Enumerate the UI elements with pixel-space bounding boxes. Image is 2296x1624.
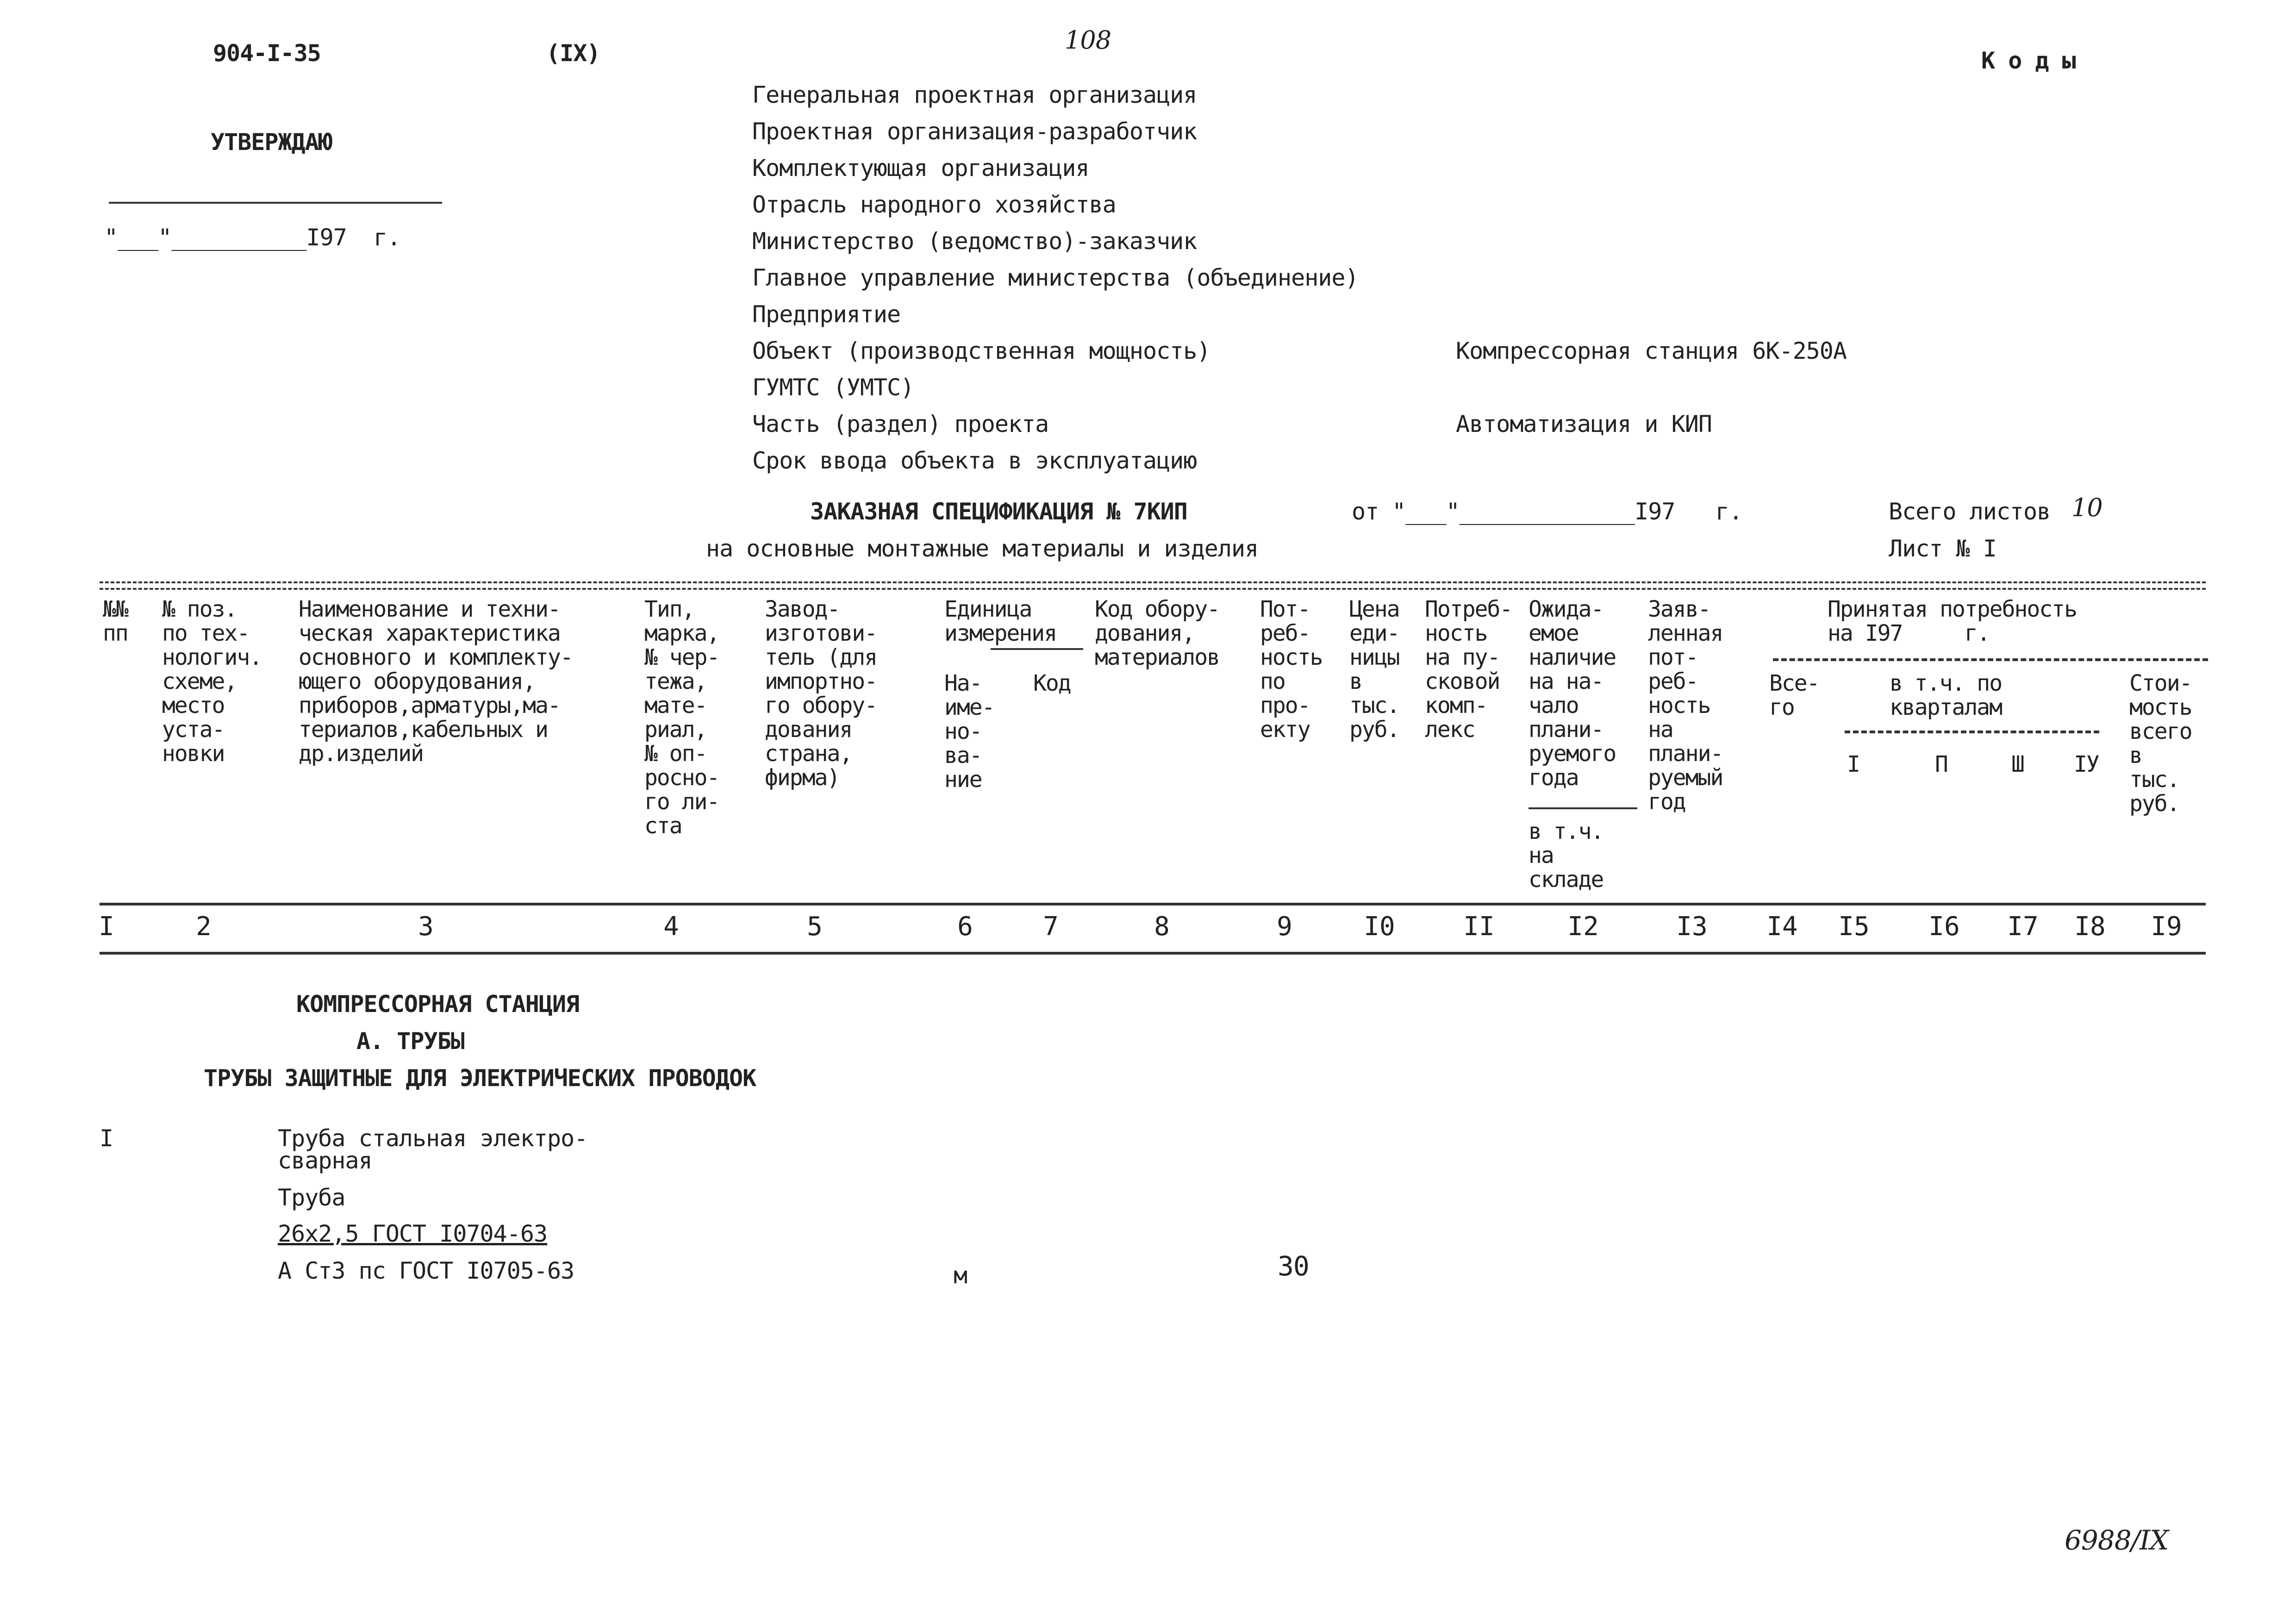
column-number: I7 <box>2007 912 2039 942</box>
header-unit-group: Единица измерения <box>944 596 1057 646</box>
org-field-label: Комплектующая организация <box>752 155 1089 181</box>
column-number: 6 <box>957 912 973 942</box>
org-field-label: Объект (производственная мощность) <box>752 337 1210 364</box>
archive-stamp: 6988/IX <box>2065 1524 2169 1556</box>
header-col-11: Потреб- ность на пу- сковой комп- лекс <box>1425 596 1512 743</box>
item-name: сварная <box>278 1147 372 1174</box>
org-field-label: ГУМТС (УМТС) <box>752 374 914 401</box>
group-heading: ТРУБЫ ЗАЩИТНЫЕ ДЛЯ ЭЛЕКТРИЧЕСКИХ ПРОВОДОК <box>204 1065 756 1092</box>
spec-date: от "___"_____________I97 г. <box>1352 498 1742 525</box>
header-quarters-group: в т.ч. по кварталам <box>1890 670 2002 720</box>
sheets-total-label: Всего листов <box>1889 498 2051 525</box>
codes-label: К о д ы <box>1981 47 2076 74</box>
header-col-4: Тип, марка, № чер- тежа, мате- риал, № оп- росно- го ли- ста <box>644 596 719 839</box>
header-quarter-1: I <box>1847 751 1859 777</box>
unit-group-divider <box>991 648 1083 650</box>
spec-subtitle: на основные монтажные материалы и изделия <box>706 535 1259 562</box>
header-col-2: № поз. по тех- нологич. схеме, место уста- новки <box>162 596 262 767</box>
section-heading: КОМПРЕССОРНАЯ СТАНЦИЯ <box>296 991 580 1018</box>
header-col-9: Пот- реб- ность по про- екту <box>1260 596 1323 743</box>
row-number: I <box>100 1125 113 1152</box>
volume-number: (IX) <box>546 40 600 67</box>
column-number: 7 <box>1043 912 1059 942</box>
accepted-group-divider <box>1773 658 2208 661</box>
column-number: 5 <box>807 912 823 942</box>
column-number: I9 <box>2151 912 2182 942</box>
header-col-8: Код обору- дования, материалов <box>1095 596 1219 670</box>
document-code: 904-I-35 <box>213 40 321 67</box>
org-field-label: Часть (раздел) проекта <box>752 411 1049 437</box>
item-name: Труба стальная электро- <box>278 1125 588 1152</box>
column-number: I3 <box>1676 912 1708 942</box>
handwritten-page-number: 108 <box>1065 25 1111 55</box>
header-col-7: Код <box>1033 670 1071 696</box>
header-col-19: Стои- мость всего в тыс. руб. <box>2129 670 2192 817</box>
approve-label: УТВЕРЖДАЮ <box>211 129 332 156</box>
org-field-label: Генеральная проектная организация <box>752 81 1197 108</box>
org-field-value: Компрессорная станция 6К-250А <box>1456 337 1847 364</box>
header-col-10: Цена еди- ницы в тыс. руб. <box>1349 596 1399 743</box>
column-number: I5 <box>1838 912 1870 942</box>
item-spec: 26х2,5 ГОСТ I0704-63 <box>278 1220 548 1247</box>
item-material: А Ст3 пс ГОСТ I0705-63 <box>278 1257 574 1284</box>
item-unit: м <box>954 1262 967 1289</box>
col-12-divider <box>1529 807 1637 809</box>
approval-date-line: "___"__________I97 г. <box>104 224 401 251</box>
header-col-12b: в т.ч. на складе <box>1529 818 1603 893</box>
column-number: 4 <box>663 912 679 942</box>
org-field-label: Проектная организация-разработчик <box>752 118 1197 145</box>
header-quarter-2: П <box>1935 751 1947 777</box>
header-quarter-3: Ш <box>2011 751 2024 777</box>
spec-title: ЗАКАЗНАЯ СПЕЦИФИКАЦИЯ № 7КИП <box>810 498 1187 525</box>
header-accepted-group: Принятая потребность на I97 г. <box>1828 596 2077 646</box>
item-name: Труба <box>278 1184 345 1211</box>
org-field-label: Отрасль народного хозяйства <box>752 191 1116 218</box>
column-number: I <box>99 912 114 942</box>
item-quantity: 30 <box>1278 1250 1309 1282</box>
signature-line <box>109 202 442 204</box>
header-col-6: На- име- но- ва- ние <box>944 670 994 793</box>
column-number: I4 <box>1766 912 1798 942</box>
header-col-12a: Ожида- емое наличие на на- чало плани- руемого года <box>1529 596 1616 791</box>
header-col-5: Завод- изготови- тель (для импортно- го обору- дования страна, фирма) <box>765 596 877 791</box>
quarters-divider <box>1845 731 2099 733</box>
org-field-label: Министерство (ведомство)-заказчик <box>752 228 1197 255</box>
org-field-label: Предприятие <box>752 301 901 328</box>
org-field-label: Срок ввода объекта в эксплуатацию <box>752 447 1197 474</box>
section-subheading: А. ТРУБЫ <box>356 1028 464 1055</box>
header-col-3: Наименование и техни- ческая характеристика основного и комплекту- ющего оборудования, приборов,арматуры,ма- териалов,кабельных и др.изделий <box>299 596 573 767</box>
header-top-border <box>100 581 2206 590</box>
sheets-total-value: 10 <box>2071 493 2103 522</box>
column-number: 2 <box>196 912 212 942</box>
column-number: 9 <box>1277 912 1292 942</box>
column-number: I0 <box>1364 912 1395 942</box>
column-numbers-bottom-border <box>100 952 2206 955</box>
org-field-label: Главное управление министерства (объединение) <box>752 264 1359 291</box>
column-number: 8 <box>1154 912 1170 942</box>
header-col-13: Заяв- ленная пот- реб- ность на плани- руемый год <box>1648 596 1723 815</box>
column-number: II <box>1463 912 1495 942</box>
header-col-1: №№ пп <box>103 596 128 646</box>
org-field-value: Автоматизация и КИП <box>1456 411 1712 437</box>
column-number: 3 <box>418 912 434 942</box>
header-col-14: Все- го <box>1769 670 1819 720</box>
header-quarter-4: IУ <box>2074 751 2099 777</box>
header-bottom-border <box>100 903 2206 906</box>
column-number: I2 <box>1567 912 1599 942</box>
column-number: I8 <box>2074 912 2106 942</box>
sheet-number: Лист № I <box>1889 535 1997 562</box>
column-number: I6 <box>1928 912 1960 942</box>
